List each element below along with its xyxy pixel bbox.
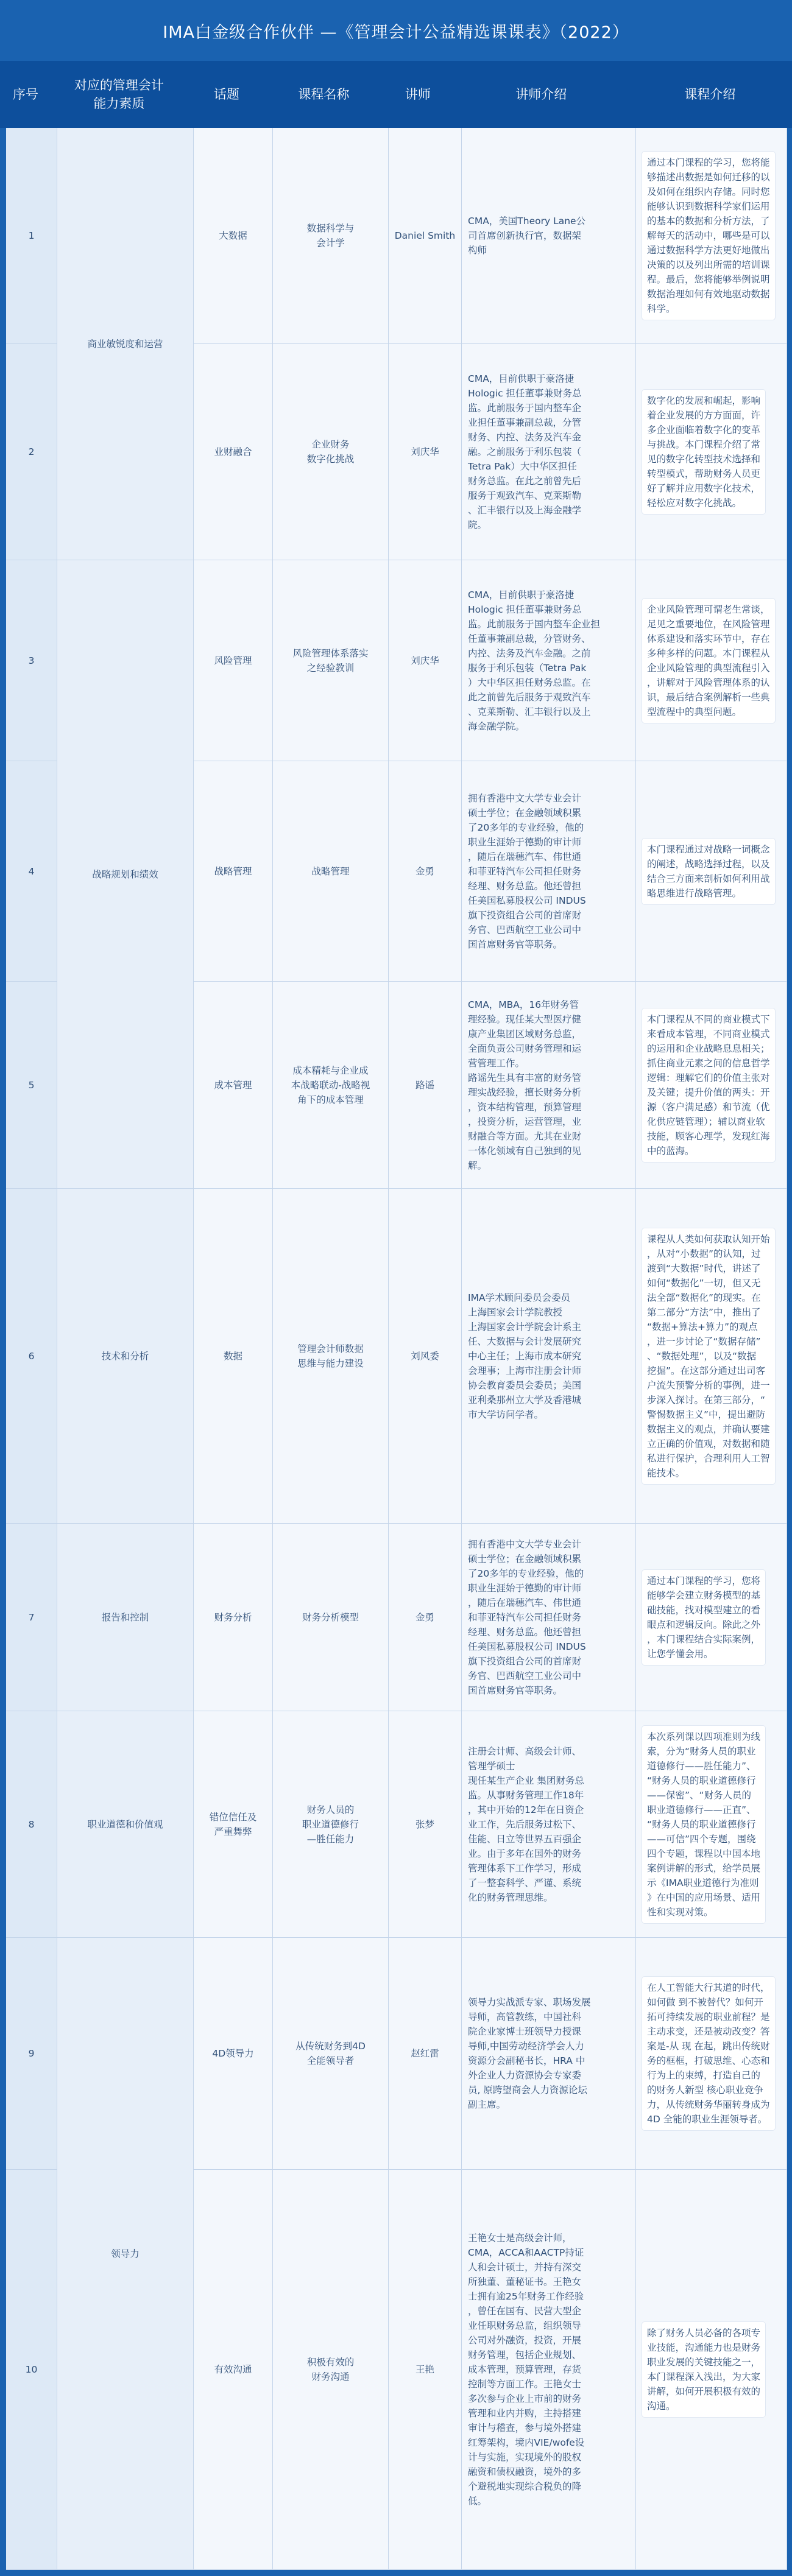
- row-number-text: 1: [28, 230, 35, 241]
- row-number: [6, 1524, 57, 1711]
- lecturer-intro-cell: [462, 1189, 636, 1524]
- header-course: 课程名称: [298, 87, 350, 102]
- course-name-cell-text: 成本精耗与企业成 本战略联动-战略视 角下的成本管理: [291, 1065, 370, 1105]
- course-name-cell-text: 企业财务 数字化挑战: [306, 439, 355, 465]
- lecturer-intro-cell-text: CMA，目前供职于豪洛捷 Hologic 担任董事兼财务总 监。此前服务于国内整车企 业担任董事兼副总裁，分管 财务、内控、法务及汽车金 融。之前服务于利乐包装（ Tetra Pak）大中华区担任 财务总监。在此之前曾先后 服务于观致汽车、克莱斯勒 、汇丰银行以及上海金融学 院。: [468, 373, 582, 530]
- course-name-cell-text: 积极有效的 财务沟通: [306, 2357, 355, 2382]
- lecturer-cell: [389, 1711, 462, 1938]
- course-intro-cell: [636, 761, 787, 982]
- course-intro-cell-text: 课程从人类如何获取认知开始 ，从对“小数据”的认知，过 渡到“大数据”时代，讲述了 如何“数据化”一切，但又无 法全部“数据化”的现实。在 第二部分“方法”中，推出了 “数据+算法+算力”的观点 ，进一步讨论了“数据存储” 、“数据处理”，以及“数据 挖掘”。在这部分通过出司客 户流失预警分析的事例，进一 步深入探讨。在第三部分，“ 警惕数据主义”中，提出避防 数据主义的观点，并确认要建 立正确的价值观，对数据和随 私进行保护，合理利用人工智 能技术。: [642, 1228, 775, 1484]
- page-title-text: IMA白金级合作伙伴 —《管理会计公益精选课课表》（2022）: [163, 23, 629, 42]
- topic-cell-text: 大数据: [219, 230, 247, 241]
- course-name-cell-text: 财务人员的 职业道德修行 —胜任能力: [302, 1804, 359, 1845]
- row-number: [6, 128, 57, 344]
- row-number: [6, 1938, 57, 2170]
- topic-cell: [194, 1524, 273, 1711]
- row-number-text: 8: [28, 1818, 35, 1830]
- row-number-text: 7: [28, 1611, 35, 1623]
- header-lecturer-intro: 讲师介绍: [515, 87, 567, 102]
- course-intro-cell: [636, 128, 787, 344]
- row-number: [6, 560, 57, 761]
- course-name-cell: [273, 1524, 389, 1711]
- topic-cell: [194, 1189, 273, 1524]
- course-intro-cell: [636, 1711, 787, 1938]
- row-number: [6, 982, 57, 1189]
- topic-cell-text: 战略管理: [214, 865, 252, 877]
- lecturer-cell: [389, 1938, 462, 2170]
- row-number-text: 4: [28, 865, 35, 877]
- lecturer-intro-cell: [462, 2170, 636, 2570]
- row-number-text: 10: [25, 2364, 38, 2375]
- topic-cell-text: 成本管理: [214, 1079, 252, 1091]
- header-lecturer: 讲师: [405, 87, 431, 102]
- course-intro-cell-text: 通过本门课程的学习，您将能 够描述出数据是如何迁移的以 及如何在组织内存储。同时您 能够认识到数据科学家们运用 的基本的数据和分析方法，了 解每天的活动中，哪些是可以 通过数据科学方法更好地做出 决策的以及列出所需的培训课 程。最后，您将能够举例说明 数据治理如何有效地驱动数据 科学。: [642, 152, 775, 320]
- topic-cell: [194, 1711, 273, 1938]
- lecturer-cell-text: 王艳: [415, 2364, 434, 2375]
- course-intro-cell: [636, 982, 787, 1189]
- competency-cell: [57, 128, 194, 560]
- header-course-intro: 课程介绍: [684, 87, 736, 102]
- row-number-text: 6: [28, 1350, 35, 1362]
- course-name-cell-text: 数据科学与 会计学: [306, 223, 355, 248]
- row-number: [6, 761, 57, 982]
- header-topic: 话题: [213, 87, 239, 102]
- course-name-cell-text: 战略管理: [311, 865, 350, 877]
- lecturer-intro-cell: [462, 560, 636, 761]
- row-number: [6, 1711, 57, 1938]
- course-name-cell: [273, 560, 389, 761]
- competency-cell-text: 商业敏锐度和运营: [87, 338, 163, 350]
- topic-cell-text: 数据: [223, 1350, 242, 1362]
- lecturer-intro-cell-text: 王艳女士是高级会计师， CMA，ACCA和AACTP持证 人和会计硕士，并持有深交 所独董、董秘证书。王艳女 士拥有逾25年财务工作经验 ，曾任在国有、民营大型企 业任职财务总监，组织领导 公司对外融资，投资，开展 财务管理，包括企业规划、 成本管理，预算管理，存货 控制等方面工作。王艳女士 多次参与企业上市前的财务 管理和业内并购，主持搭建 审计与稽查，参与境外搭建 红筹架构，境内VIE/wofe设 计与实施，实现境外的股权 融资和债权融资，境外的多 个避税地实现综合税负的降 低。: [468, 2233, 585, 2507]
- lecturer-intro-cell-text: CMA，目前供职于豪洛捷 Hologic 担任董事兼财务总 监。此前服务于国内整车企业担 任董事兼副总裁，分管财务、 内控、法务及汽车金融。之前 服务于利乐包装（Tetra Pak ）大中华区担任财务总监。在 此之前曾先后服务于观致汽车 、克莱斯勒、汇丰银行以及上 海金融学院。: [468, 589, 601, 732]
- course-intro-cell-text: 通过本门课程的学习，您将 能够学会建立财务模型的基 础技能，找对模型建立的看 眼点和逻辑反向。除此之外 ，本门课程结合实际案例， 让您学懂会用。: [642, 1570, 765, 1665]
- row-number: [6, 1189, 57, 1524]
- lecturer-cell: [389, 560, 462, 761]
- lecturer-cell: [389, 1189, 462, 1524]
- course-intro-cell: [636, 1938, 787, 2170]
- course-intro-cell-text: 数字化的发展和崛起，影响 着企业发展的方方面面，许 多企业面临着数字化的变革 与挑战。本门课程介绍了常 见的数字化转型技术选择和 转型模式，帮助财务人员更 好了解并应用数字化技术， 轻松应对数字化挑战。: [642, 390, 765, 514]
- course-intro-cell-text: 除了财务人员必备的各项专 业技能，沟通能力也是财务 职业发展的关键技能之一， 本门课程深入浅出，为大家 讲解，如何开展积极有效的 沟通。: [642, 2322, 765, 2417]
- lecturer-cell-text: Daniel Smith: [394, 230, 456, 241]
- lecturer-intro-cell: [462, 1524, 636, 1711]
- course-name-cell: [273, 1189, 389, 1524]
- course-intro-cell: [636, 560, 787, 761]
- header-no: 序号: [12, 87, 38, 102]
- course-table: [6, 128, 787, 2570]
- lecturer-cell-text: 路谣: [415, 1079, 434, 1091]
- course-intro-cell: [636, 344, 787, 560]
- course-name-cell: [273, 344, 389, 560]
- course-name-cell: [273, 761, 389, 982]
- course-name-cell-text: 从传统财务到4D 全能领导者: [295, 2041, 366, 2066]
- lecturer-cell-text: 刘风委: [411, 1350, 439, 1362]
- course-name-cell-text: 风险管理体系落实 之经验教训: [292, 647, 369, 674]
- lecturer-intro-cell: [462, 1711, 636, 1938]
- topic-cell: [194, 2170, 273, 2570]
- lecturer-cell-text: 刘庆华: [411, 446, 439, 457]
- competency-cell-text: 技术和分析: [101, 1350, 149, 1362]
- lecturer-cell-text: 刘庆华: [411, 655, 439, 666]
- lecturer-intro-cell-text: CMA，美国Theory Lane公 司首席创新执行官，数据架 构师: [468, 216, 586, 256]
- course-intro-cell-text: 在人工智能大行其道的时代， 如何做 到不被替代？如何开 拓可持续发展的职业前程？是 主动求变，还是被动改变？答 案是-从 现 在起，跳出传统财 务的框框，打破思维、心态和 行为上的束缚，打造自己的 的财务人新型 核心职业竞争 力，从传统财务华丽转身成为 4D 全能的职业生涯领导者。: [642, 1977, 775, 2130]
- course-intro-cell-text: 本次系列课以四项准则为线 索，分为“财务人员的职业 道德修行——胜任能力”、 “财务人员的职业道德修行 ——保密”、“财务人员的 职业道德修行——正直”、 “财务人员的职业道德修行 ——可信”四个专题，围绕 四个专题，课程以中国本地 案例讲解的形式，给学员展 示《IMA职业道德行为准则 》在中国的应用场景、适用 性和实现对策。: [642, 1726, 765, 1923]
- topic-cell: [194, 344, 273, 560]
- course-intro-cell: [636, 1524, 787, 1711]
- topic-cell-text: 有效沟通: [214, 2364, 252, 2375]
- competency-cell: [57, 560, 194, 1189]
- topic-cell: [194, 128, 273, 344]
- course-intro-cell-text: 企业风险管理可谓老生常谈， 足见之重要地位，在风险管理 体系建设和落实环节中，存在 多种多样的问题。本门课程从 企业风险管理的典型流程引入 ，讲解对于风险管理体系的认 识，最后结合案例解析一些典 型流程中的典型问题。: [642, 599, 775, 723]
- lecturer-cell: [389, 344, 462, 560]
- competency-cell: [57, 1938, 194, 2570]
- topic-cell: [194, 982, 273, 1189]
- course-name-cell: [273, 1938, 389, 2170]
- course-intro-cell-text: 本门课程从不同的商业模式下 来看成本管理，不同商业模式 的运用和企业战略息息相关； 抓住商业元素之间的信息哲学 逻辑：理解它们的价值主张对 及关键；提升价值的两头：开 源（客户满足感）和节流（优 化供应链管理）；辅以商业软 技能，顾客心理学，发现红海 中的蓝海。: [642, 1008, 775, 1162]
- competency-cell-text: 战略规划和绩效: [92, 868, 158, 880]
- competency-cell-text: 职业道德和价值观: [87, 1818, 163, 1830]
- row-number-text: 9: [28, 2048, 35, 2059]
- lecturer-intro-cell-text: IMA学术顾问委员会委员 上海国家会计学院教授 上海国家会计学院会计系主 任、大数据与会计发展研究 中心主任；上海市成本研究 会理事；上海市注册会计师 协会教育委员会委员；美国 亚利桑那州立大学及香港城 市大学访问学者。: [468, 1292, 582, 1420]
- course-name-cell: [273, 1711, 389, 1938]
- course-name-cell: [273, 982, 389, 1189]
- lecturer-cell-text: 赵红雷: [411, 2048, 439, 2059]
- lecturer-intro-cell-text: 领导力实战派专家、职场发展 导师，高管教练，中国社科 院企业家博士班领导力授课 导师,中国劳动经济学会人力 资源分会副秘书长，HRA 中 外企业人力资源协会专家委 员, 原跨望商会人力资源论坛 副主席。: [468, 1997, 591, 2110]
- lecturer-intro-cell-text: 拥有香港中文大学专业会计 硕士学位；在金融领域积累 了20多年的专业经验，他的 职业生涯始于德勤的审计师 ，随后在瑞穗汽车、伟世通 和菲亚特汽车公司担任财务 经理、财务总监。他还曾担 任美国私募股权公司 INDUS 旗下投资组合公司的首席财 务官、巴西航空工业公司中 国首席财务官等职务。: [468, 1538, 586, 1696]
- lecturer-cell: [389, 1524, 462, 1711]
- lecturer-cell: [389, 2170, 462, 2570]
- course-name-cell: [273, 128, 389, 344]
- lecturer-cell-text: 金勇: [415, 865, 434, 877]
- lecturer-cell: [389, 128, 462, 344]
- topic-cell-text: 风险管理: [214, 655, 252, 666]
- topic-cell: [194, 761, 273, 982]
- competency-cell-text: 领导力: [111, 2248, 140, 2259]
- lecturer-cell: [389, 982, 462, 1189]
- course-name-cell-text: 财务分析模型: [302, 1611, 359, 1623]
- page-title: [0, 0, 792, 61]
- lecturer-intro-cell: [462, 982, 636, 1189]
- lecturer-intro-cell: [462, 1938, 636, 2170]
- lecturer-cell-text: 张梦: [415, 1818, 434, 1830]
- topic-cell-text: 财务分析: [214, 1611, 252, 1623]
- row-number-text: 3: [28, 655, 35, 666]
- lecturer-cell-text: 金勇: [415, 1611, 434, 1623]
- lecturer-intro-cell-text: 注册会计师、高级会计师、 管理学硕士 现任某生产企业 集团财务总 监。从事财务管理工作18年 ，其中开始的12年在日资企 业工作，先后服务过松下、 佳能、日立等世界五百强企 业。由于多年在国外的财务 管理体系下工作学习，形成 了一整套科学、严谨、系统 化的财务管理思维。: [468, 1745, 584, 1903]
- competency-cell: [57, 1189, 194, 1524]
- competency-cell: [57, 1711, 194, 1938]
- row-number: [6, 2170, 57, 2570]
- lecturer-intro-cell: [462, 344, 636, 560]
- topic-cell: [194, 1938, 273, 2170]
- topic-cell-text: 错位信任及 严重舞弊: [209, 1811, 257, 1837]
- course-intro-cell-text: 本门课程通过对战略一词概念 的阐述，战略选择过程，以及 结合三方面来剖析如何利用战 略思维进行战略管理。: [642, 839, 775, 904]
- topic-cell: [194, 560, 273, 761]
- course-intro-cell: [636, 2170, 787, 2570]
- lecturer-intro-cell-text: 拥有香港中文大学专业会计 硕士学位；在金融领域积累 了20多年的专业经验，他的 职业生涯始于德勤的审计师 ，随后在瑞穗汽车、伟世通 和菲亚特汽车公司担任财务 经理、财务总监。他还曾担 任美国私募股权公司 INDUS 旗下投资组合公司的首席财 务官、巴西航空工业公司中 国首席财务官等职务。: [468, 792, 586, 950]
- lecturer-intro-cell: [462, 761, 636, 982]
- table-header: [0, 61, 792, 128]
- competency-cell: [57, 1524, 194, 1711]
- row-number-text: 2: [28, 446, 35, 457]
- course-name-cell-text: 管理会计师数据 思维与能力建设: [297, 1343, 364, 1369]
- topic-cell-text: 4D领导力: [212, 2048, 254, 2059]
- competency-cell-text: 报告和控制: [101, 1611, 149, 1623]
- course-name-cell: [273, 2170, 389, 2570]
- row-number-text: 5: [28, 1079, 35, 1091]
- course-intro-cell: [636, 1189, 787, 1524]
- lecturer-intro-cell: [462, 128, 636, 344]
- lecturer-cell: [389, 761, 462, 982]
- lecturer-intro-cell-text: CMA，MBA，16年财务管 理经验。现任某大型医疗健 康产业集团区域财务总监， 全面负责公司财务管理和运 营管理工作。 路谣先生具有丰富的财务管 理实战经验，擅长财务分析 ，资本结构管理，预算管理 ，投资分析，运营管理，业 财融合等方面。尤其在业财 一体化领域有自己独到的见 解。: [468, 999, 582, 1171]
- row-number: [6, 344, 57, 560]
- topic-cell-text: 业财融合: [214, 446, 252, 457]
- header-competency: 对应的管理会计 能力素质: [74, 78, 164, 111]
